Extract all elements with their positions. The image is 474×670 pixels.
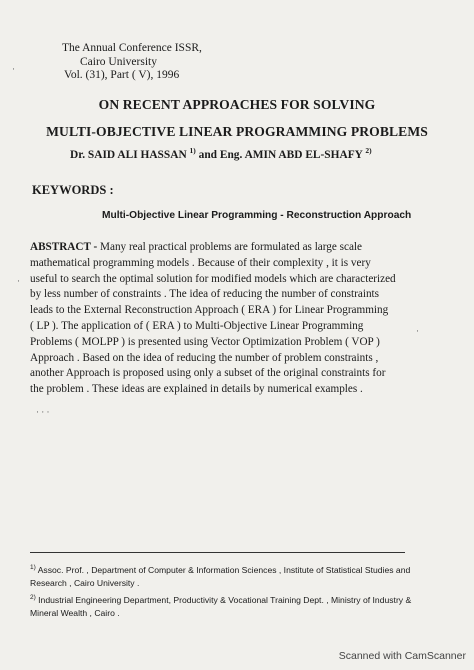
author-2: and Eng. AMIN ABD EL-SHAFY [198,148,363,161]
scan-speck: · [416,326,419,336]
conference-university: Cairo University [80,55,157,68]
conference-volume: Vol. (31), Part ( V), 1996 [64,69,180,81]
conference-info [62,42,202,83]
abstract [30,240,414,398]
abstract-line: the problem . These ideas are explained in details by numerical examples . [30,383,363,396]
footnote-2: $^{2)}$ Industrial Engineering Department, Productivity & Vocational Training Dept. , Ministry of Industry & Mineral Wealth , Cairo . [30,594,412,618]
abstract-line: another Approach is proposed using only a subset of the original constraints for [30,367,386,380]
footnote-2-mark: 2) [30,594,36,601]
abstract-line: Problems ( MOLPP ) is presented using Vector Optimization Problem ( VOP ) [30,335,380,348]
paper-title-line-2: MULTI-OBJECTIVE LINEAR PROGRAMMING PROBLEMS [46,124,428,139]
scan-speck: · · · [36,407,50,417]
abstract-line: Approach . Based on the idea of reducing the number of problem constraints , [30,351,379,364]
abstract-line: ABSTRACT - Many real practical problems are formulated as large scale [30,241,363,253]
authors [70,146,372,161]
scan-speck: · [17,276,20,286]
footnote-divider [30,552,405,553]
abstract-line: leads to the External Reconstruction Approach ( ERA ) for Linear Programming [30,304,389,317]
paper-title-line-1: ON RECENT APPROACHES FOR SOLVING [98,97,376,112]
abstract-line: mathematical programming models . Because of their complexity , it is very [30,256,371,269]
author-1-footnote-mark: 1) [189,146,196,155]
author-2-footnote-mark: 2) [365,146,372,155]
keywords-heading: KEYWORDS : [32,183,114,197]
author-1: Dr. SAID ALI HASSAN [70,148,187,161]
footnote-1-mark: 1) [30,564,36,571]
abstract-line: by less number of constraints . The idea of reducing the number of constraints [30,288,380,301]
keywords-text: Multi-Objective Linear Programming - Reconstruction Approach [102,210,412,221]
scanner-watermark: Scanned with CamScanner [338,650,466,662]
abstract-line: useful to search the optimal solution for modified models which are characterized [30,272,396,285]
footnote-1: $^{1)}$ Assoc. Prof. , Department of Computer & Information Sciences , Institute of Statistical Studies and Research , Cairo University . [30,564,411,588]
conference-name: The Annual Conference ISSR, [62,42,202,54]
abstract-line: ( LP ). The application of ( ERA ) to Multi-Objective Linear Programming [30,319,364,332]
abstract-label: ABSTRACT - [30,241,98,253]
scan-speck: · [12,64,15,74]
